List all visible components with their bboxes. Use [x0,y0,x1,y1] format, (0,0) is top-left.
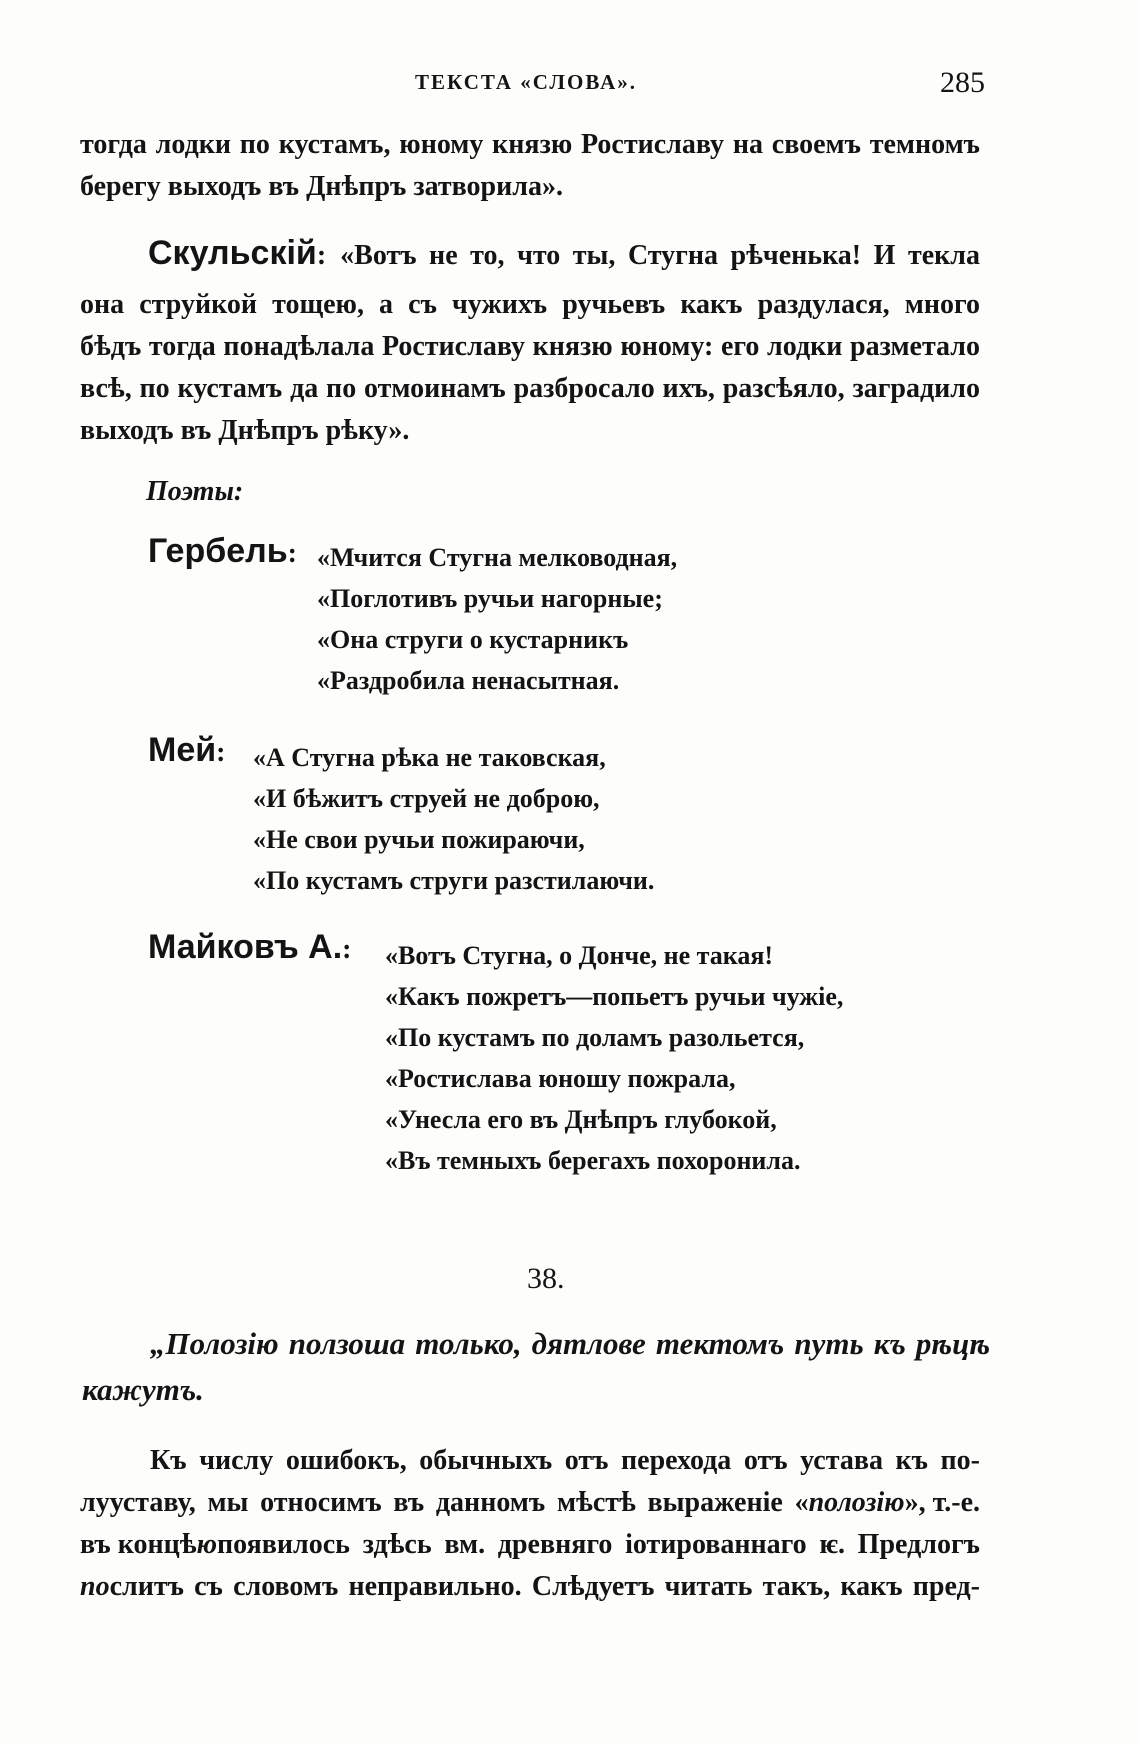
mey-verse-2: «И бѣжитъ струей не доброю, [253,784,600,813]
section-number: 38. [527,1262,565,1295]
mey-speaker-block [148,731,225,770]
poets-heading: Поэты: [146,476,244,507]
skulsky-first-line [148,234,980,273]
skulsky-colon: : [316,240,327,271]
preposition-po: по [80,1571,110,1602]
gerbel-colon: : [287,538,297,569]
skulsky-line-5: выходъ въ Днѣпръ рѣку». [80,415,410,446]
gerbel-verse-1: «Мчится Стугна мелководная, [317,543,678,572]
gerbel-speaker-block [148,532,297,571]
opening-line-2: берегу выходъ въ Днѣпръ затворила». [80,171,563,202]
paragraph-line-3-head: въ концѣ [80,1529,197,1560]
paragraph-line-1: Къ числу ошибокъ, обычныхъ отъ перехода отъ устава къ по- [150,1445,980,1476]
paragraph-line-4 [80,1566,980,1608]
running-title: ТЕКСТА «СЛОВА». [415,70,637,94]
maykov-verse-5: «Унесла его въ Днѣпръ глубокой, [385,1105,777,1134]
skulsky-line-2: она струйкой тощею, а съ чужихъ ручьевъ какъ раздулася, много [80,289,980,320]
maykov-verse-6: «Въ темныхъ берегахъ похоронила. [385,1146,801,1175]
paragraph-line-2 [80,1482,980,1524]
mey-speaker: Мей [148,731,217,769]
paragraph-line-2-tail: », т.-е. [904,1487,980,1518]
quote-line-2: кажутъ. [82,1372,204,1407]
maykov-verse-3: «По кустамъ по доламъ разольется, [385,1023,805,1052]
quote-line-1: „Полозію ползоша только, дятлове тектомъ путь къ рѣцѣ [150,1326,990,1361]
mey-verse-4: «По кустамъ струги разстилаючи. [253,866,655,895]
skulsky-speaker: Скульскій [148,234,317,272]
gerbel-verse-2: «Поглотивъ ручьи нагорные; [317,584,663,613]
paragraph-line-2-text: лууставу, мы относимъ въ данномъ мѣстѣ выраженіе « [80,1487,809,1518]
maykov-verse-1: «Вотъ Стугна, о Донче, не такая! [385,941,774,970]
maykov-verse-2: «Какъ пожретъ—попьетъ ручьи чужіе, [385,982,844,1011]
skulsky-line-1: «Вотъ не то, что ты, Стугна рѣченька! И текла [340,240,980,271]
mey-colon: : [216,737,226,768]
mey-verse-3: «Не свои ручьи пожираючи, [253,825,585,854]
letter-yu: ю [196,1529,218,1560]
paragraph-line-4-text: слитъ съ словомъ неправильно. Слѣдуетъ читать такъ, какъ пред- [109,1571,980,1602]
gerbel-verse-3: «Она струги о кустарникъ [317,625,629,654]
maykov-speaker-block [148,928,352,967]
gerbel-speaker: Гербель [148,532,288,570]
term-polozio: полозію [808,1487,905,1518]
skulsky-line-4: всѣ, по кустамъ да по отмоинамъ разбросало ихъ, разсѣяло, заградило [80,373,980,404]
paragraph-line-3 [80,1524,980,1566]
maykov-verse-4: «Ростислава юношу пожрала, [385,1064,736,1093]
maykov-colon: : [342,934,352,965]
opening-line-1: тогда лодки по кустамъ, юному князю Ростиславу на своемъ темномъ [80,129,980,160]
skulsky-line-3: бѣдъ тогда понадѣлала Ростиславу князю юному: его лодки разметало [80,331,980,362]
mey-verse-1: «А Стугна рѣка не таковская, [253,743,606,772]
maykov-speaker: Майковъ А. [148,928,343,966]
page-number: 285 [940,66,985,99]
gerbel-verse-4: «Раздробила ненасытная. [317,666,620,695]
paragraph-line-3-text: появилось здѣсь вм. древняго іотированнаго ѥ. Предлогъ [217,1529,980,1560]
